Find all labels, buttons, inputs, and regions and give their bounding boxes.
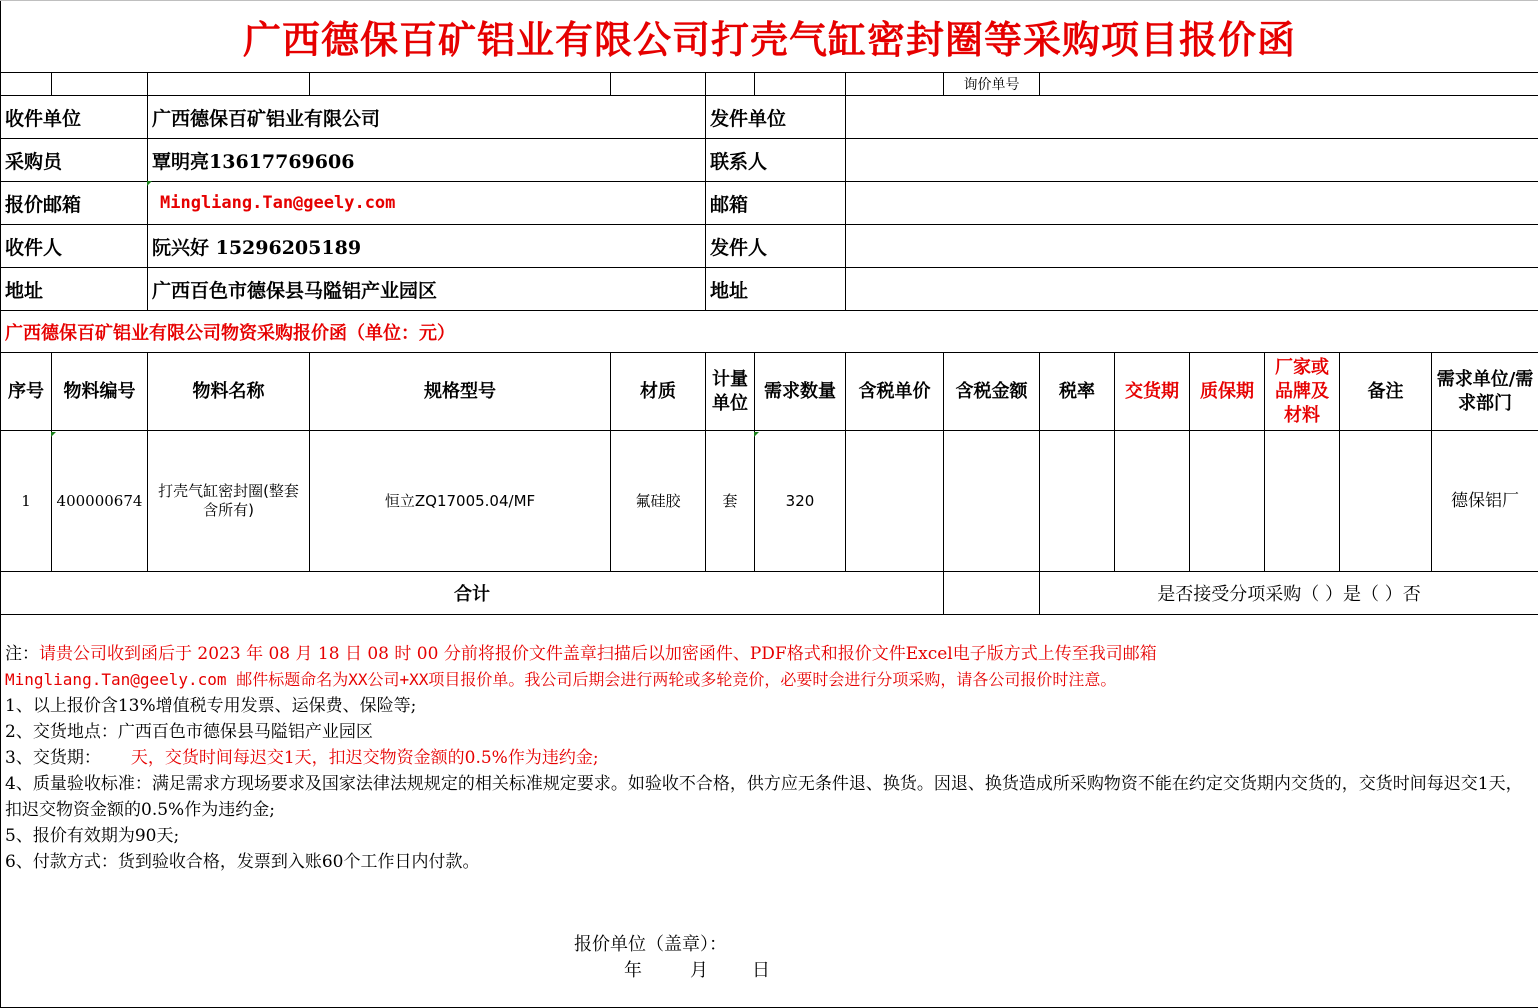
blank-cell[interactable] [846, 73, 944, 96]
buyer-label: 采购员 [1, 139, 148, 182]
sender-label: 发件人 [706, 225, 846, 268]
column-header: 厂家或品牌及材料 [1265, 353, 1340, 431]
receiver-unit-label: 收件单位 [1, 96, 148, 139]
date-month: 月 [690, 960, 708, 981]
blank-cell[interactable] [52, 73, 148, 96]
row-tax-rate[interactable] [1040, 431, 1115, 572]
column-header: 物料编号 [52, 353, 148, 431]
notes-line-1 [5, 641, 1534, 667]
blank-cell[interactable] [706, 73, 755, 96]
column-header: 需求数量 [755, 353, 846, 431]
date-year: 年 [624, 960, 642, 981]
sender-value[interactable] [846, 225, 1538, 268]
receiver-unit-value[interactable]: 广西德保百矿铝业有限公司 [148, 96, 706, 139]
recipient-value[interactable]: 阮兴好 15296205189 [148, 225, 706, 268]
sender-address-label: 地址 [706, 268, 846, 311]
buyer-value[interactable]: 覃明亮13617769606 [148, 139, 706, 182]
notes-item-3-prefix: 3、交货期： [5, 748, 101, 768]
sender-unit-value[interactable] [846, 96, 1538, 139]
column-header: 物料名称 [148, 353, 310, 431]
row-brand[interactable] [1265, 431, 1340, 572]
blank-cell[interactable] [310, 73, 611, 96]
row-unit[interactable]: 套 [706, 431, 755, 572]
row-delivery[interactable] [1115, 431, 1190, 572]
notes-item-1: 1、以上报价含13%增值税专用发票、运保费、保险等; [5, 696, 417, 716]
blank-cell[interactable] [148, 73, 310, 96]
column-header: 规格型号 [310, 353, 611, 431]
column-header: 计量单位 [706, 353, 755, 431]
notes-prefix: 注： [5, 644, 39, 664]
address-value[interactable]: 广西百色市德保县马隘铝产业园区 [148, 268, 706, 311]
comment-marker-icon [51, 432, 56, 437]
total-amount[interactable] [944, 572, 1040, 615]
notes-deadline-text: 请贵公司收到函后于 2023 年 08 月 18 日 08 时 00 分前将报价文件盖章扫描后以加密函件、PDF格式和报价文件Excel电子版方式上传至我司邮箱 [39, 644, 1157, 664]
row-unit-price[interactable] [846, 431, 944, 572]
quote-email-label: 报价邮箱 [1, 182, 148, 225]
column-header: 材质 [611, 353, 706, 431]
notes-block [1, 615, 1538, 1008]
column-header-row [1, 353, 1538, 431]
section-title: 广西德保百矿铝业有限公司物资采购报价函（单位：元） [1, 311, 1538, 353]
row-material-name[interactable]: 打壳气缸密封圈(整套含所有) [148, 431, 310, 572]
recipient-label: 收件人 [1, 225, 148, 268]
column-header: 备注 [1340, 353, 1432, 431]
row-no[interactable]: 1 [1, 431, 52, 572]
row-warranty[interactable] [1190, 431, 1265, 572]
email-value[interactable] [846, 182, 1538, 225]
notes-item-3 [5, 745, 1534, 771]
blank-cell[interactable] [1, 73, 52, 96]
column-header: 税率 [1040, 353, 1115, 431]
date-day: 日 [752, 960, 770, 981]
column-header: 质保期 [1190, 353, 1265, 431]
blank-cell[interactable] [755, 73, 846, 96]
row-amount[interactable] [944, 431, 1040, 572]
sender-address-value[interactable] [846, 268, 1538, 311]
column-header: 需求单位/需求部门 [1432, 353, 1538, 431]
comment-marker-icon [147, 181, 152, 186]
row-material[interactable]: 氟硅胶 [611, 431, 706, 572]
inquiry-number-value[interactable] [1040, 73, 1538, 96]
column-header: 含税单价 [846, 353, 944, 431]
notes-item-5: 5、报价有效期为90天; [5, 826, 180, 846]
contact-label: 联系人 [706, 139, 846, 182]
row-quantity[interactable]: 320 [755, 431, 846, 572]
notes-item-3-text: 天，交货时间每迟交1天，扣迟交物资金额的0.5%作为违约金; [130, 748, 599, 768]
column-header: 序号 [1, 353, 52, 431]
comment-marker-icon [754, 432, 759, 437]
notes-item-4: 4、质量验收标准：满足需求方现场要求及国家法律法规规定的相关标准规定要求。如验收不合格，供方应无条件退、换货。因退、换货造成所采购物资不能在约定交货期内交货的，交货时间每迟交1天，扣迟交物资金额的0.5%作为违约金; [5, 774, 1523, 820]
total-label: 合计 [1, 572, 944, 615]
blank-cell[interactable] [611, 73, 706, 96]
partial-purchase-question[interactable]: 是否接受分项采购（ ）是（ ）否 [1040, 572, 1538, 615]
signature-date [624, 956, 770, 982]
row-spec[interactable]: 恒立ZQ17005.04/MF [310, 431, 611, 572]
contact-value[interactable] [846, 139, 1538, 182]
row-remark[interactable] [1340, 431, 1432, 572]
table-row [1, 431, 1538, 572]
notes-line-2: Mingliang.Tan@geely.com 邮件标题命名为XX公司+XX项目报价单。我公司后期会进行两轮或多轮竞价，必要时会进行分项采购，请各公司报价时注意。 [5, 670, 1117, 689]
row-department[interactable]: 德保铝厂 [1432, 431, 1538, 572]
email-label: 邮箱 [706, 182, 846, 225]
quote-email-value[interactable]: Mingliang.Tan@geely.com [148, 182, 706, 225]
sender-unit-label: 发件单位 [706, 96, 846, 139]
column-header: 含税金额 [944, 353, 1040, 431]
notes-item-2: 2、交货地点：广西百色市德保县马隘铝产业园区 [5, 722, 373, 742]
page-title: 广西德保百矿铝业有限公司打壳气缸密封圈等采购项目报价函 [1, 1, 1538, 73]
column-header: 交货期 [1115, 353, 1190, 431]
row-material-code[interactable]: 400000674 [52, 431, 148, 572]
notes-item-6: 6、付款方式：货到验收合格，发票到入账60个工作日内付款。 [5, 852, 480, 872]
inquiry-number-label: 询价单号 [944, 73, 1040, 96]
address-label: 地址 [1, 268, 148, 311]
signature-label: 报价单位（盖章）： [574, 934, 727, 955]
